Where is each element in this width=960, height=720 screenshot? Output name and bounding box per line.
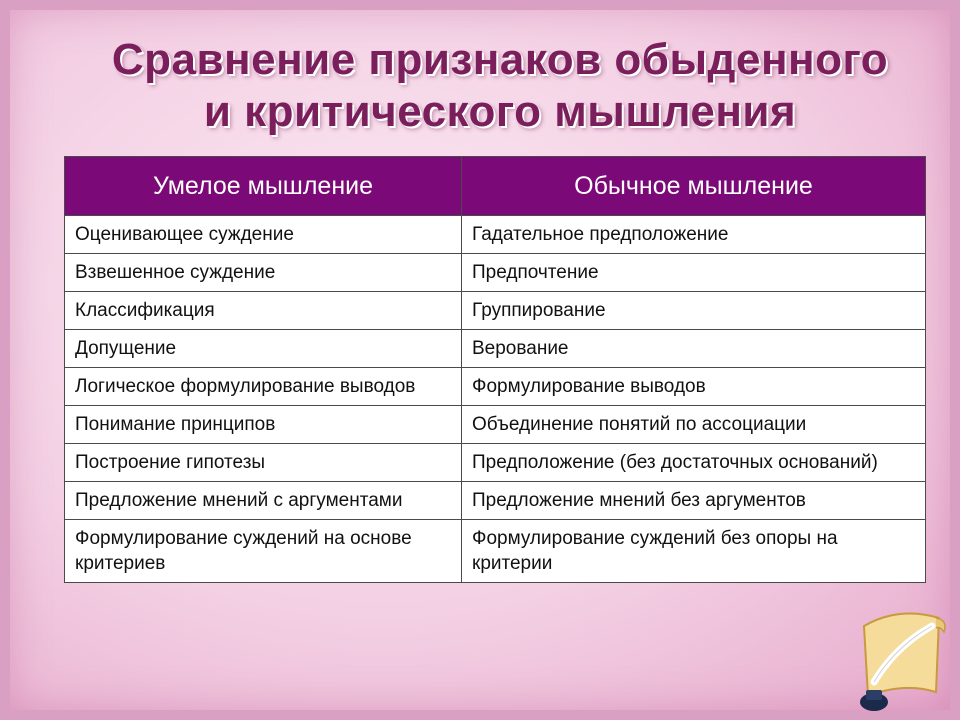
table-row	[65, 520, 926, 583]
cell-ordinary: Предпочтение	[462, 254, 926, 292]
table-row	[65, 444, 926, 482]
table-header-row	[65, 157, 926, 216]
table-row	[65, 482, 926, 520]
header-ordinary-thinking: Обычное мышление	[462, 157, 926, 216]
cell-skilled: Классификация	[65, 292, 462, 330]
cell-skilled: Формулирование суждений на основе критериев	[65, 520, 462, 583]
cell-skilled: Построение гипотезы	[65, 444, 462, 482]
cell-ordinary: Объединение понятий по ассоциации	[462, 406, 926, 444]
cell-ordinary: Гадательное предположение	[462, 216, 926, 254]
cell-ordinary: Верование	[462, 330, 926, 368]
table-row	[65, 292, 926, 330]
cell-ordinary: Группирование	[462, 292, 926, 330]
table-row	[65, 330, 926, 368]
cell-ordinary: Предположение (без достаточных оснований)	[462, 444, 926, 482]
title-line-1: Сравнение признаков обыденного	[111, 35, 889, 84]
cell-skilled: Понимание принципов	[65, 406, 462, 444]
table-row	[65, 406, 926, 444]
table-row	[65, 254, 926, 292]
cell-ordinary: Предложение мнений без аргументов	[462, 482, 926, 520]
cell-skilled: Допущение	[65, 330, 462, 368]
cell-skilled: Взвешенное суждение	[65, 254, 462, 292]
cell-ordinary: Формулирование выводов	[462, 368, 926, 406]
table-row	[65, 216, 926, 254]
cell-skilled: Логическое формулирование выводов	[65, 368, 462, 406]
cell-skilled: Предложение мнений с аргументами	[65, 482, 462, 520]
header-skilled-thinking: Умелое мышление	[65, 157, 462, 216]
cell-ordinary: Формулирование суждений без опоры на критерии	[462, 520, 926, 583]
table-row	[65, 368, 926, 406]
slide-title	[60, 34, 940, 138]
comparison-table	[64, 156, 926, 583]
quill-inkwell-icon	[844, 596, 954, 716]
title-line-2: и критического мышления	[203, 87, 797, 136]
cell-skilled: Оценивающее суждение	[65, 216, 462, 254]
